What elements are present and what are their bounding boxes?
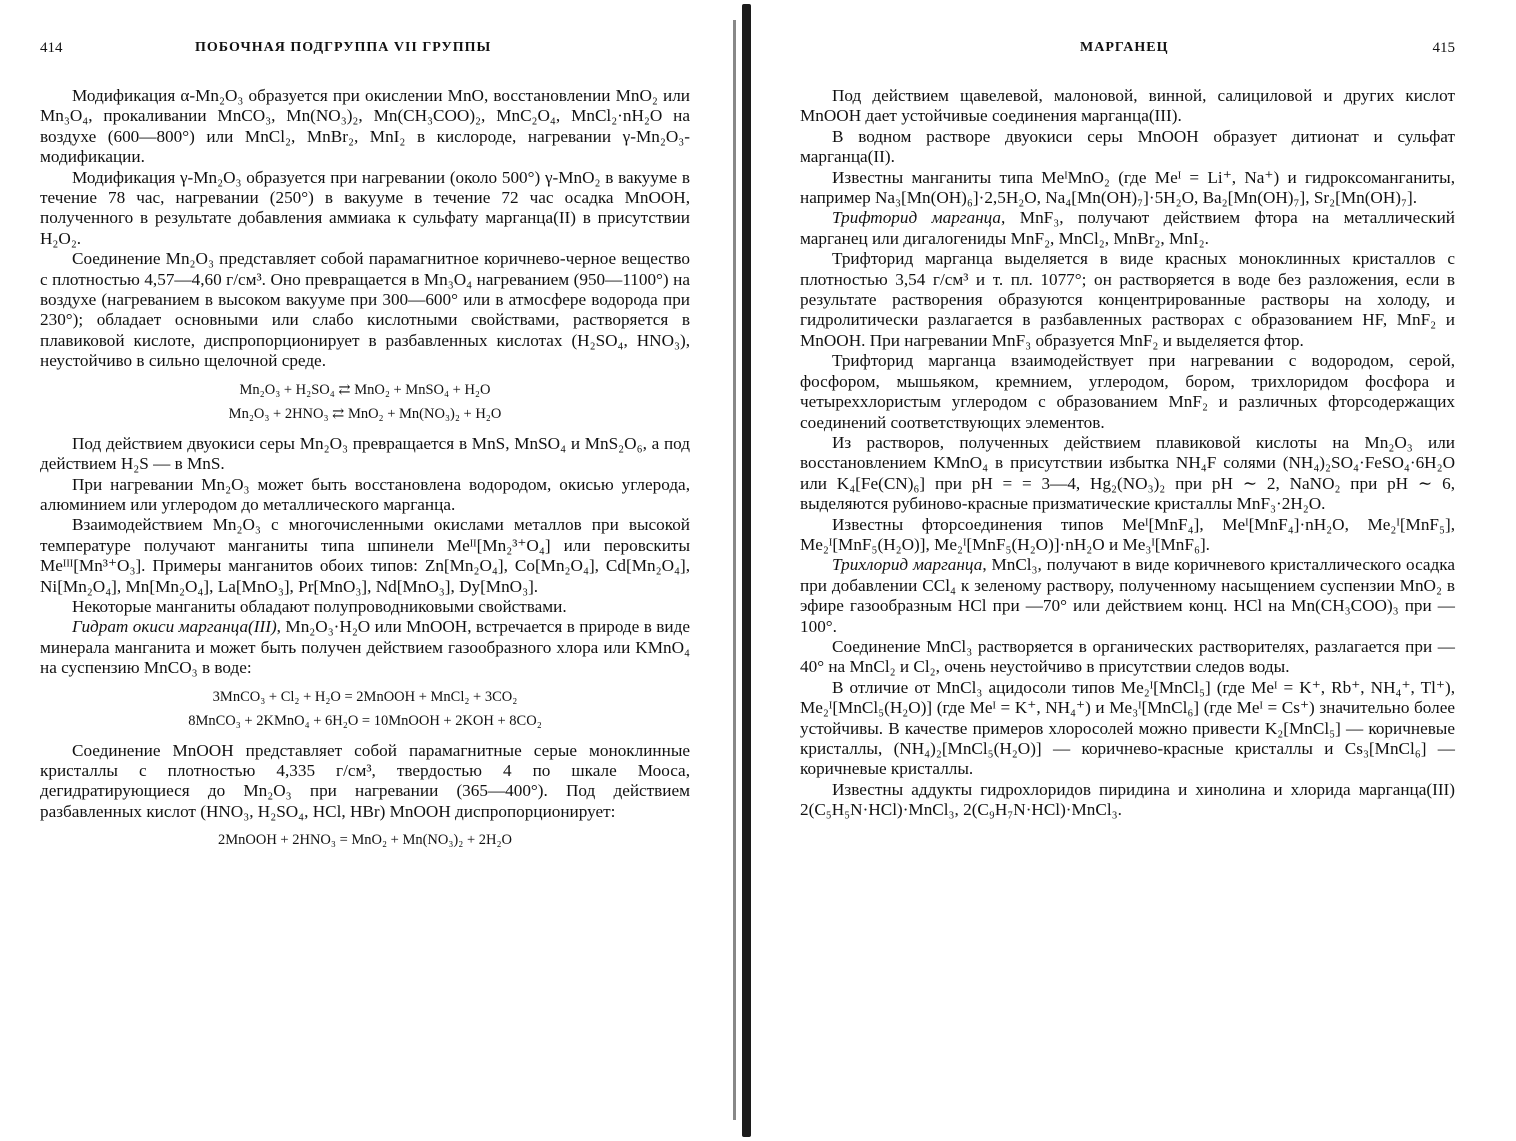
paragraph: Известны аддукты гидрохлоридов пиридина и хинолина и хлорида марганца(III) 2(C₅H₅N·HCl)·MnCl₃, 2(C₉H₇N·HCl)·MnCl₃. xyxy=(800,779,1455,820)
right-page xyxy=(800,0,1455,1141)
paragraph: Модификация α-Mn₂O₃ образуется при окислении MnO, восстановлении MnO₂ или Mn₃O₄, прокаливании MnCO₃, Mn(NO₃)₂, Mn(CH₃COO)₂, MnC₂O₄, MnCl₂·nH₂O на воздухе (600—800°) или MnCl₂, MnBr₂, MnI₂ в кислороде, нагревании γ-Mn₂O₃-модификации. xyxy=(40,86,690,167)
equation-block xyxy=(40,828,690,852)
paragraph: Известны фторсоединения типов Meᴵ[MnF₄], Meᴵ[MnF₄]·nH₂O, Me₂ᴵ[MnF₅], Me₂ᴵ[MnF₅(H₂O)], Me₂ᴵ[MnF₅(H₂O)]·nH₂O и Me₃ᴵ[MnF₆]. xyxy=(800,514,1455,554)
equation: 2MnOOH + 2HNO₃ = MnO₂ + Mn(NO₃)₂ + 2H₂O xyxy=(217,832,512,849)
italic-term: Трифторид марганца xyxy=(832,208,1002,228)
italic-term: Трихлорид марганца xyxy=(832,555,983,575)
paragraph: Под действием щавелевой, малоновой, винной, салициловой и других кислот MnOOH дает устойчивые соединения марганца(III). xyxy=(800,86,1455,126)
left-running-title: ПОБОЧНАЯ ПОДГРУППА VII ГРУППЫ xyxy=(195,40,492,55)
book-spine xyxy=(742,4,751,1137)
paragraph-text: , MnF₃, получают действием фтора на металлический марганец или дигалогениды MnF₂, MnCl₂, MnBr₂, MnI₂. xyxy=(800,208,1455,248)
paragraph xyxy=(800,555,1455,637)
paragraph-text: , Mn₂O₃·H₂O или MnOOH, встречается в природе в виде минерала манганита и может быть получен действием газообразного хлора или KMnO₄ на суспензию MnCO₃ в воде: xyxy=(40,617,690,678)
paragraph: Соединение MnOOH представляет собой парамагнитные серые моноклинные кристаллы с плотностью 4,335 г/см³, твердостью 4 по шкале Мооса, дегидратирующиеся до Mn₂O₃ при нагревании (365—400°). Под действием разбавленных кислот (HNO₃, H₂SO₄, HCl, HBr) MnOOH диспропорционирует: xyxy=(40,740,690,821)
paragraph: В отличие от MnCl₃ ацидосоли типов Me₂ᴵ[MnCl₅] (где Meᴵ = K⁺, Rb⁺, NH₄⁺, Tl⁺), Me₂ᴵ[MnCl₅(H₂O)] (где Meᴵ = K⁺, NH₄⁺) и Me₃ᴵ[MnCl₆] (где Meᴵ = Cs⁺) значительно более устойчивы. В качестве примеров хлоросолей можно привести K₂[MnCl₅] — коричневые кристаллы, (NH₄)₂[MnCl₅(H₂O)] — коричнево-красные кристаллы и Cs₃[MnCl₆] — коричневые кристаллы. xyxy=(800,677,1455,779)
paragraph: Модификация γ-Mn₂O₃ образуется при нагревании (около 500°) γ-MnO₂ в вакууме в течение 78 час, нагревании (250°) в вакууме в течение 72 час осадка MnOOH, полученного в результате добавления аммиака к сульфату марганца(II) в присутствии H₂O₂. xyxy=(40,167,690,248)
right-running-head xyxy=(800,40,1455,62)
paragraph: Из растворов, полученных действием плавиковой кислоты на Mn₂O₃ или восстановлением KMnO₄ в присутствии избытка NH₄F солями (NH₄)₂SO₄·FeSO₄·6H₂O или K₄[Fe(CN)₆] при pH = = 3—4, Hg₂(NO₃)₂ при pH ∼ 2, NaNO₂ при pH ∼ 6, выделяются рубиново-красные призматические кристаллы MnF₃·2H₂O. xyxy=(800,432,1455,514)
left-page-number: 414 xyxy=(40,40,63,56)
left-running-head xyxy=(40,40,690,62)
equation-block xyxy=(40,685,690,733)
right-page-number: 415 xyxy=(1432,40,1455,56)
right-page-body xyxy=(800,86,1455,821)
paragraph: Соединение Mn₂O₃ представляет собой парамагнитное коричнево-черное вещество с плотностью 4,57—4,60 г/см³. Оно превращается в Mn₃O₄ нагреванием (950—1100°) на воздухе (нагреванием в высоком вакууме при 300—600° или в атмосфере водорода при 230°); обладает основными или слабо кислотными свойствами, растворяется в плавиковой кислоте, диспропорционирует в разбавленных кислотах (H₂SO₄, HNO₃), неустойчиво в сильно щелочной среде. xyxy=(40,249,690,371)
equation: Mn₂O₃ + H₂SO₄ ⇄ MnO₂ + MnSO₄ + H₂O xyxy=(239,381,491,398)
paragraph: Трифторид марганца взаимодействует при нагревании с водородом, серой, фосфором, мышьяком, кремнием, углеродом, бором, трихлоридом фосфора и четыреххлористым углеродом с образованием MnF₂ и различных фторсодержащих соединений соответствующих элементов. xyxy=(800,351,1455,432)
italic-term: Гидрат окиси марганца(III) xyxy=(72,617,277,637)
paragraph-text: , MnCl₃, получают в виде коричневого кристаллического осадка при добавлении CCl₄ к зеленому раствору, полученному насыщением суспензии MnO₂ в эфире газообразным HCl при —70° или действием конц. HCl на Mn(CH₃COO)₃ при —100°. xyxy=(800,555,1455,636)
left-page-body xyxy=(40,86,690,860)
paragraph xyxy=(800,208,1455,249)
paragraph: Соединение MnCl₃ растворяется в органических растворителях, разлагается при —40° на MnCl₂ и Cl₂, очень неустойчиво в присутствии следов воды. xyxy=(800,636,1455,677)
right-running-title: МАРГАНЕЦ xyxy=(1080,40,1169,55)
paragraph: Известны манганиты типа MeᴵMnO₂ (где Meᴵ = Li⁺, Na⁺) и гидроксоманганиты, например Na₃[Mn(OH)₆]·2,5H₂O, Na₄[Mn(OH)₇]·5H₂O, Ba₂[Mn(OH)₇], Sr₂[Mn(OH)₇]. xyxy=(800,167,1455,208)
equation: 8MnCO₃ + 2KMnO₄ + 6H₂O = 10MnOOH + 2KOH + 8CO₂ xyxy=(188,712,542,729)
paragraph: При нагревании Mn₂O₃ может быть восстановлена водородом, окисью углерода, алюминием или углеродом до металлического марганца. xyxy=(40,474,690,514)
equation-block xyxy=(40,378,690,426)
paragraph: В водном растворе двуокиси серы MnOOH образует дитионат и сульфат марганца(II). xyxy=(800,126,1455,167)
paragraph: Некоторые манганиты обладают полупроводниковыми свойствами. xyxy=(72,596,567,616)
page-gutter-shadow xyxy=(733,20,736,1120)
equation: 3MnCO₃ + Cl₂ + H₂O = 2MnOOH + MnCl₂ + 3CO₂ xyxy=(212,688,518,705)
paragraph: Под действием двуокиси серы Mn₂O₃ превращается в MnS, MnSO₄ и MnS₂O₆, а под действием H₂S — в MnS. xyxy=(40,433,690,474)
paragraph: Трифторид марганца выделяется в виде красных моноклинных кристаллов с плотностью 3,54 г/см³ и т. пл. 1077°; он растворяется в воде без разложения, если в результате растворения образуются концентрированные растворы на холоду, и гидролитически разлагается в разбавленных растворах с образованием HF, MnF₂ и MnOOH. При нагревании MnF₃ образуется MnF₂ и выделяется фтор. xyxy=(800,249,1455,350)
left-page xyxy=(40,0,690,1141)
paragraph xyxy=(40,617,690,678)
paragraph: Взаимодействием Mn₂O₃ с многочисленными окислами металлов при высокой температуре получают манганиты типа шпинели Meᴵᴵ[Mn₂³⁺O₄] или перовскиты Meᴵᴵᴵ[Mn³⁺O₃]. Примеры манганитов обоих типов: Zn[Mn₂O₄], Co[Mn₂O₄], Cd[Mn₂O₄], Ni[Mn₂O₄], Mn[Mn₂O₄], La[MnO₃], Pr[MnO₃], Nd[MnO₃], Dy[MnO₃]. xyxy=(40,515,690,596)
equation: Mn₂O₃ + 2HNO₃ ⇄ MnO₂ + Mn(NO₃)₂ + H₂O xyxy=(228,405,502,422)
